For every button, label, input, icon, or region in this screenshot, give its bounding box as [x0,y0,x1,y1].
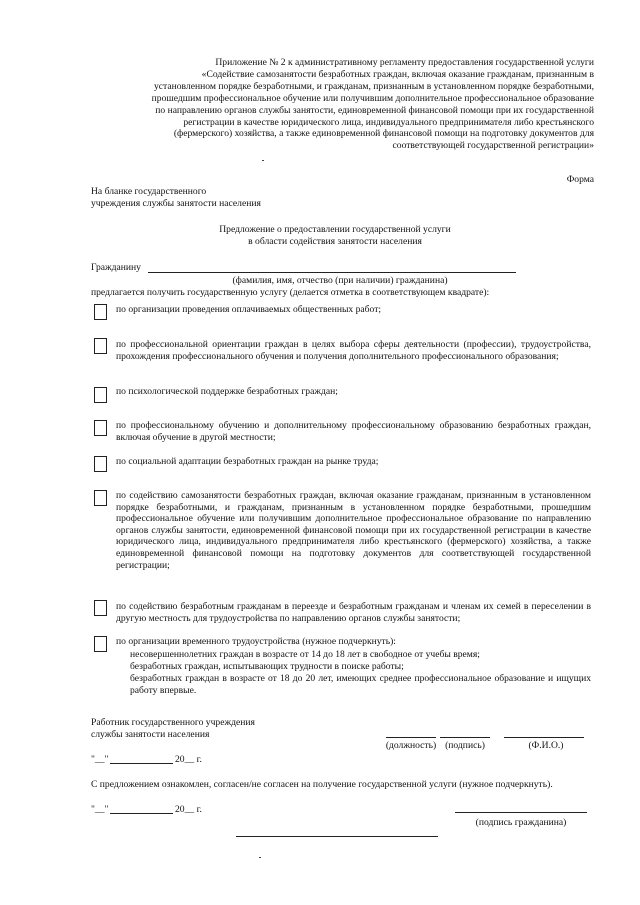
option-checkbox[interactable] [94,420,107,436]
appendix-line: (фермерского) хозяйства, а также единовременной финансовой помощи на подготовку документов для [173,128,594,140]
temp-subitem[interactable]: несовершеннолетних граждан в возрасте от 14 до 18 лет в свободное от учебы время; [130,649,480,660]
form-label: Форма [566,174,594,185]
option-checkbox[interactable] [94,490,107,506]
date-month-field[interactable] [110,763,173,764]
option-text: по психологической поддержке безработных граждан; [116,386,338,397]
scan-speck [262,160,264,161]
option-checkbox[interactable] [94,456,107,472]
appendix-line: соответствующей государственной регистрации» [392,140,594,152]
option-text: по организации временного трудоустройства (нужное подчеркнуть): [116,636,396,647]
appendix-line: прошедшим профессиональное обучение или получившим дополнительное профессиональное образование [151,92,594,104]
position-hint: (должность) [385,740,437,751]
title-line: в области содействия занятости населения [248,236,422,247]
date-year: 20__ г. [175,804,202,815]
fio-field[interactable] [504,737,584,738]
employee-label [91,717,255,741]
option-checkbox[interactable] [94,304,107,320]
option-text: по содействию самозанятости безработных граждан, включая оказание гражданам, признанным в установленном порядке безработными, и гражданам, признанным в установленном порядке безработными, прошедшим профессиональное обучение или получившим дополнительное профессиональное образование по направлению органов службы занятости, единовременной финансовой помощи при их государственной регистрации в качестве юридического лица, индивидуального предпринимателя либо крестьянского (фермерского) хозяйства, а также единовременной финансовой помощи на подготовку документов для соответствующей государственной регистрации; [116,490,591,571]
option-checkbox[interactable] [94,338,107,354]
document-title [140,224,530,248]
citizen-signature-hint: (подпись гражданина) [475,817,567,828]
employee-line: службы занятости населения [91,729,210,740]
signature-hint: (подпись) [445,740,485,751]
employee-line: Работник государственного учреждения [91,717,255,728]
option-text: по профессиональной ориентации граждан в целях выбора сферы деятельности (профессии), трудоустройства, прохождения профессионального обучения и получения дополнительного профессионального образования; [116,339,591,362]
citizen-hint: (фамилия, имя, отчество (при наличии) гражданина) [232,275,448,286]
citizen-name-field[interactable] [148,272,516,273]
fio-hint: (Ф.И.О.) [528,740,564,751]
appendix-header [80,57,594,152]
option-checkbox[interactable] [94,600,107,616]
scan-speck [259,857,261,858]
option-text: по профессиональному обучению и дополнительному профессиональному образованию безработных граждан, включая обучение в другой местности; [116,420,591,443]
temp-employment-subitems [130,649,591,697]
option-text: по организации проведения оплачиваемых общественных работ; [116,304,382,315]
letterhead-note [91,186,261,210]
date-day: "__" [91,754,109,765]
bottom-divider [236,836,438,837]
citizen-label: Гражданину [91,262,141,273]
appendix-line: регистрации в качестве юридического лица, индивидуального предпринимателя либо крестьянского [183,116,594,128]
acquainted-text: С предложением ознакомлен, согласен/не согласен на получение государственной услуги (нужное подчеркнуть). [91,779,553,790]
citizen-signature-field[interactable] [455,812,587,813]
appendix-line: Приложение № 2 к административному регламенту предоставления государственной услуги [215,57,594,68]
temp-subitem[interactable]: безработных граждан в возрасте от 18 до 20 лет, имеющих среднее профессиональное образование и ищущих работу впервые. [130,673,591,696]
temp-subitem[interactable]: безработных граждан, испытывающих трудности в поиске работы; [130,661,404,672]
date-day: "__" [91,804,109,815]
letterhead-line: На бланке государственного [91,186,207,197]
date-month-field[interactable] [110,813,173,814]
letterhead-line: учреждения службы занятости населения [91,198,261,209]
option-checkbox[interactable] [94,387,107,403]
signature-field[interactable] [440,737,490,738]
option-checkbox[interactable] [94,636,107,652]
appendix-line: установленном порядке безработными, и гражданам, признанным в установленном порядке безработными, [153,80,594,92]
position-field[interactable] [386,737,436,738]
appendix-line: «Содействие самозанятости безработных граждан, включая оказание гражданам, признанным в [201,68,594,80]
date-year: 20__ г. [175,754,202,765]
option-text: по социальной адаптации безработных граждан на рынке труда; [116,456,379,467]
option-text: по содействию безработным гражданам в переезде и безработным гражданам и членам их семей в переселении в другую местность для трудоустройства по направлению органов службы занятости; [116,601,591,624]
title-line: Предложение о предоставлении государственной услуги [219,224,451,235]
appendix-line: по направлению органов службы занятости, единовременной финансовой помощи при их государственной [155,104,594,116]
intro-text: предлагается получить государственную услугу (делается отметка в соответствующем квадрате): [91,287,490,298]
